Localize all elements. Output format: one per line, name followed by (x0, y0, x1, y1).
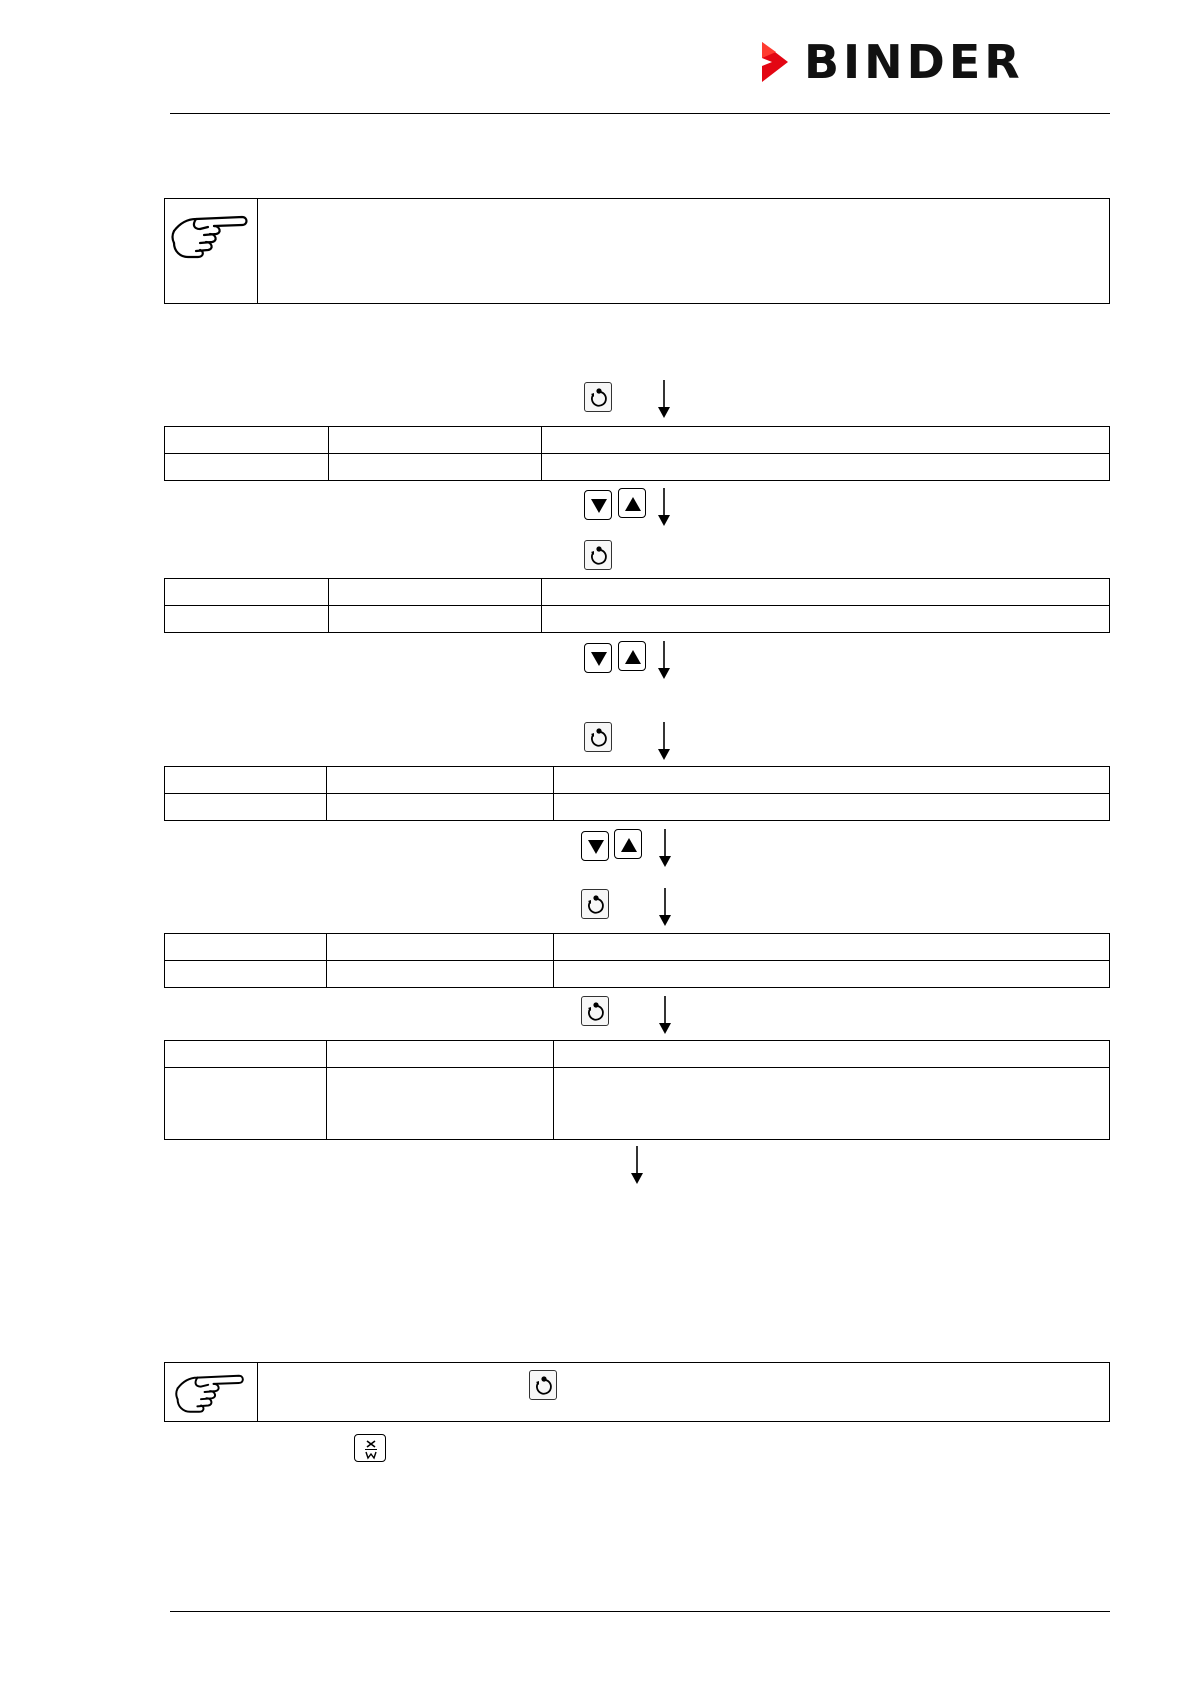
down-arrow-icon (657, 722, 671, 760)
enter-key-button[interactable] (584, 382, 612, 412)
table-cell (542, 454, 1110, 481)
table-cell (165, 1068, 327, 1140)
enter-key-icon (585, 383, 613, 413)
down-arrow-icon (657, 380, 671, 418)
binder-logo-mark-icon (762, 42, 790, 82)
table-cell (554, 1068, 1110, 1140)
table-cell (329, 606, 542, 633)
arrow-up-key-button[interactable] (618, 488, 646, 518)
pointing-hand-icon (170, 205, 250, 265)
table-cell (165, 606, 329, 633)
arrow-up-key-icon (619, 642, 647, 672)
enter-key-button[interactable] (529, 1370, 557, 1400)
table-cell (329, 454, 542, 481)
down-arrow-icon (658, 829, 672, 867)
note-box-bottom (164, 1362, 1110, 1422)
step-table-3 (164, 766, 1110, 821)
header-rule (170, 113, 1110, 114)
exit-key-button[interactable] (354, 1434, 386, 1462)
table-cell (165, 427, 329, 454)
arrow-up-key-button[interactable] (614, 829, 642, 859)
table-cell (554, 794, 1110, 821)
arrow-up-key-icon (619, 489, 647, 519)
table-cell (542, 579, 1110, 606)
enter-key-icon (582, 890, 610, 920)
step-table-2 (164, 578, 1110, 633)
table-cell (165, 454, 329, 481)
enter-key-button[interactable] (584, 540, 612, 570)
step-table-4 (164, 933, 1110, 988)
step-table-1 (164, 426, 1110, 481)
table-cell (554, 767, 1110, 794)
down-arrow-icon (630, 1146, 644, 1184)
table-cell (165, 794, 327, 821)
exit-key-icon (355, 1435, 387, 1463)
table-cell (329, 427, 542, 454)
arrow-down-key-icon (585, 491, 613, 521)
footer-rule (170, 1611, 1110, 1612)
table-cell (327, 961, 554, 988)
table-cell (165, 767, 327, 794)
arrow-down-key-button[interactable] (581, 831, 609, 861)
arrow-down-key-icon (582, 832, 610, 862)
enter-key-icon (585, 541, 613, 571)
table-cell (327, 767, 554, 794)
table-cell (554, 961, 1110, 988)
down-arrow-icon (657, 488, 671, 526)
arrow-up-key-button[interactable] (618, 641, 646, 671)
arrow-down-key-button[interactable] (584, 490, 612, 520)
table-cell (327, 794, 554, 821)
step-table-5 (164, 1040, 1110, 1140)
table-cell (327, 1041, 554, 1068)
arrow-down-key-icon (585, 644, 613, 674)
enter-key-button[interactable] (584, 722, 612, 752)
note-box-top (164, 198, 1110, 304)
brand-logo (804, 35, 1024, 89)
table-cell (542, 427, 1110, 454)
table-cell (554, 934, 1110, 961)
table-cell (327, 934, 554, 961)
arrow-down-key-button[interactable] (584, 643, 612, 673)
down-arrow-icon (658, 888, 672, 926)
table-cell (165, 961, 327, 988)
arrow-up-key-icon (615, 830, 643, 860)
pointing-hand-icon (170, 1365, 250, 1419)
table-cell (542, 606, 1110, 633)
table-cell (165, 1041, 327, 1068)
down-arrow-icon (657, 641, 671, 679)
table-cell (329, 579, 542, 606)
enter-key-icon (585, 723, 613, 753)
down-arrow-icon (658, 996, 672, 1034)
brand-name: BINDER (804, 35, 1024, 89)
note-icon-cell (165, 1363, 258, 1421)
table-cell (327, 1068, 554, 1140)
table-cell (554, 1041, 1110, 1068)
enter-key-icon (530, 1371, 558, 1401)
table-cell (165, 579, 329, 606)
enter-key-button[interactable] (581, 889, 609, 919)
enter-key-button[interactable] (581, 996, 609, 1026)
note-icon-cell (165, 199, 258, 303)
enter-key-icon (582, 997, 610, 1027)
table-cell (165, 934, 327, 961)
